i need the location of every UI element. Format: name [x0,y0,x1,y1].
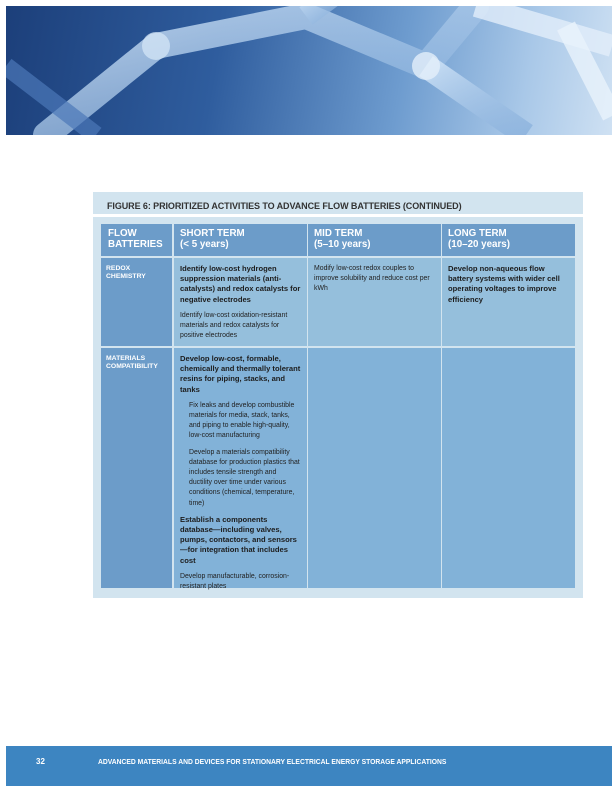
page-number: 32 [36,757,45,766]
row-label-redox-chemistry [101,258,172,346]
title-divider [93,214,583,217]
row-label-line: COMPATIBILITY [106,363,158,370]
activity-item: Develop manufacturable, corrosion-resistant plates [180,572,290,591]
banner-image [6,6,612,135]
activity-item: Fix leaks and develop combustible materials for media, stack, tanks, and piping to enable high-quality, low-cost manufacturing [189,401,295,440]
header-flow-batteries [101,224,172,256]
activity-item: Develop low-cost, formable, chemically and thermally tolerant resins for piping, stacks, and tanks [180,354,301,394]
activity-item: Identify low-cost hydrogen suppression materials (anti-catalysts) and redox catalysts for negative electrodes [180,264,301,304]
page-footer [6,746,612,786]
row-label-line: REDOX [106,265,131,272]
activity-item: Establish a components database—including valves, pumps, contactors, and sensors—for integration that includes cost [180,514,297,565]
header-line: FLOW [108,228,137,239]
header-long-term [442,224,575,256]
redox-short-term-cell [174,258,307,346]
redox-long-term-cell [442,258,575,346]
activity-item: Identify low-cost oxidation-resistant materials and redox catalysts for positive electrodes [180,311,288,340]
activity-item: Develop a materials compatibility database for production plastics that includes tensile strength and ductility over time under various conditions (chemical, temperature, time) [189,448,300,507]
figure-title: FIGURE 6: PRIORITIZED ACTIVITIES TO ADVANCE FLOW BATTERIES (CONTINUED) [107,201,462,212]
header-short-term [174,224,307,256]
row-label-materials-compatibility [101,348,172,588]
materials-long-term-cell [442,348,575,588]
redox-mid-term-cell [308,258,441,346]
figure-table [93,192,583,598]
row-label-line: MATERIALS [106,355,146,362]
materials-short-term-cell [174,348,307,591]
header-line: (5–10 years) [314,239,371,250]
materials-mid-term-cell [308,348,441,588]
header-line: SHORT TERM [180,228,245,239]
header-mid-term [308,224,441,256]
header-line: (10–20 years) [448,239,511,250]
activity-item: Modify low-cost redox couples to improve solubility and reduce cost per kWh [314,265,430,293]
row-label-line: CHEMISTRY [106,273,146,280]
header-line: LONG TERM [448,228,507,239]
activity-item: Develop non-aqueous flow battery systems with wider cell operating voltages to improve efficiency [448,264,560,304]
header-line: MID TERM [314,228,363,239]
header-line: BATTERIES [108,239,163,250]
footer-title: ADVANCED MATERIALS AND DEVICES FOR STATIONARY ELECTRICAL ENERGY STORAGE APPLICATIONS [98,757,447,766]
header-line: (< 5 years) [180,239,229,250]
